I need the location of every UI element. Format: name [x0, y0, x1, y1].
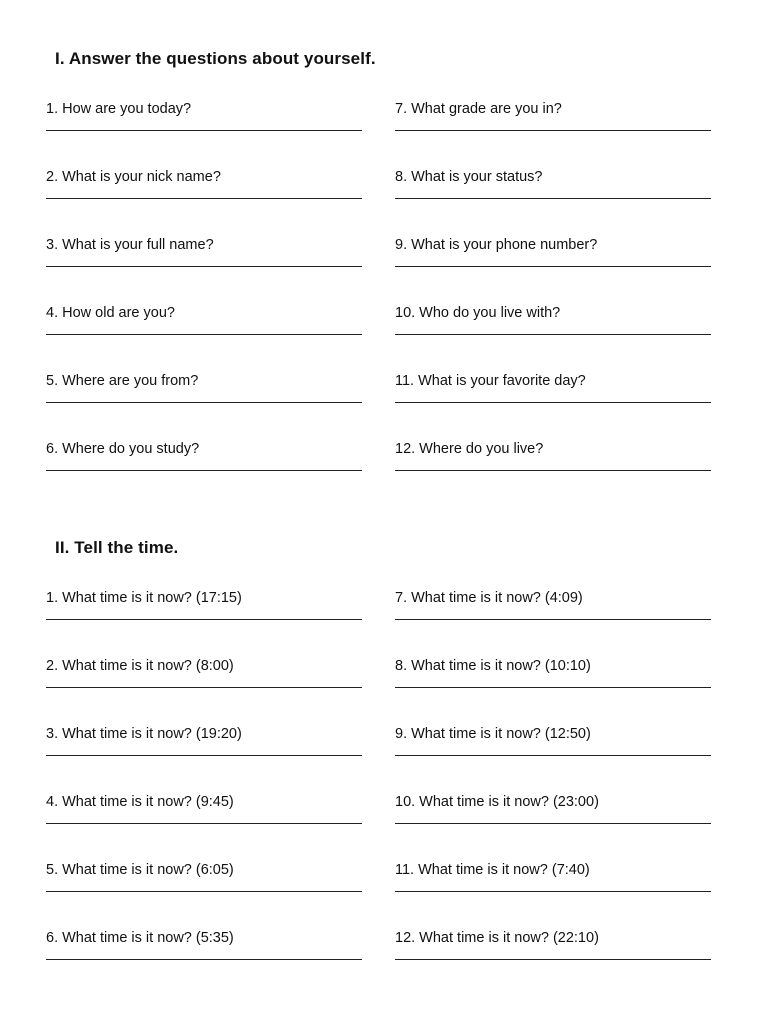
question-text: 2. What is your nick name?: [46, 169, 221, 185]
question-item: [46, 372, 364, 412]
question-text: 5. What time is it now? (6:05): [46, 862, 234, 878]
answer-line[interactable]: [46, 687, 362, 688]
question-text: 6. Where do you study?: [46, 441, 200, 457]
question-text: 4. What time is it now? (9:45): [46, 794, 234, 810]
answer-line[interactable]: [46, 823, 362, 824]
question-text: 6. What time is it now? (5:35): [46, 930, 234, 946]
question-item: [46, 304, 364, 344]
answer-line[interactable]: [395, 266, 711, 267]
question-text: 5. Where are you from?: [46, 373, 199, 389]
question-text: 11. What is your favorite day?: [395, 373, 586, 389]
answer-line[interactable]: [395, 687, 711, 688]
answer-line[interactable]: [46, 198, 362, 199]
section-1-heading: I. Answer the questions about yourself.: [55, 49, 376, 68]
question-text: 4. How old are you?: [46, 305, 175, 321]
question-item: [395, 725, 713, 765]
question-item: [395, 861, 713, 901]
question-item: [46, 725, 364, 765]
question-text: 9. What time is it now? (12:50): [395, 726, 591, 742]
question-item: [395, 100, 713, 140]
answer-line[interactable]: [46, 402, 362, 403]
question-text: 3. What time is it now? (19:20): [46, 726, 242, 742]
answer-line[interactable]: [395, 402, 711, 403]
question-item: [395, 440, 713, 480]
question-item: [46, 861, 364, 901]
question-item: [395, 657, 713, 697]
question-item: [46, 589, 364, 629]
question-text: 1. How are you today?: [46, 101, 192, 117]
question-item: [46, 657, 364, 697]
question-text: 11. What time is it now? (7:40): [395, 862, 590, 878]
question-item: [46, 100, 364, 140]
answer-line[interactable]: [46, 266, 362, 267]
question-text: 7. What time is it now? (4:09): [395, 590, 583, 606]
question-item: [395, 929, 713, 969]
question-item: [395, 168, 713, 208]
question-item: [395, 304, 713, 344]
question-text: 10. What time is it now? (23:00): [395, 794, 599, 810]
answer-line[interactable]: [395, 755, 711, 756]
section-2-heading: II. Tell the time.: [55, 538, 179, 557]
answer-line[interactable]: [46, 130, 362, 131]
question-text: 1. What time is it now? (17:15): [46, 590, 242, 606]
answer-line[interactable]: [46, 470, 362, 471]
answer-line[interactable]: [46, 334, 362, 335]
answer-line[interactable]: [46, 959, 362, 960]
answer-line[interactable]: [395, 959, 711, 960]
question-item: [395, 236, 713, 276]
answer-line[interactable]: [395, 891, 711, 892]
question-text: 12. Where do you live?: [395, 441, 544, 457]
question-text: 12. What time is it now? (22:10): [395, 930, 599, 946]
question-text: 10. Who do you live with?: [395, 305, 561, 321]
question-item: [395, 372, 713, 412]
answer-line[interactable]: [46, 891, 362, 892]
answer-line[interactable]: [395, 619, 711, 620]
question-item: [46, 929, 364, 969]
answer-line[interactable]: [46, 619, 362, 620]
answer-line[interactable]: [46, 755, 362, 756]
answer-line[interactable]: [395, 334, 711, 335]
answer-line[interactable]: [395, 823, 711, 824]
question-item: [46, 236, 364, 276]
question-item: [395, 589, 713, 629]
question-text: 2. What time is it now? (8:00): [46, 658, 234, 674]
question-item: [46, 168, 364, 208]
question-item: [395, 793, 713, 833]
question-text: 7. What grade are you in?: [395, 101, 562, 117]
question-text: 8. What time is it now? (10:10): [395, 658, 591, 674]
question-text: 3. What is your full name?: [46, 237, 214, 253]
answer-line[interactable]: [395, 470, 711, 471]
question-item: [46, 793, 364, 833]
answer-line[interactable]: [395, 198, 711, 199]
question-text: 9. What is your phone number?: [395, 237, 598, 253]
answer-line[interactable]: [395, 130, 711, 131]
question-item: [46, 440, 364, 480]
question-text: 8. What is your status?: [395, 169, 543, 185]
